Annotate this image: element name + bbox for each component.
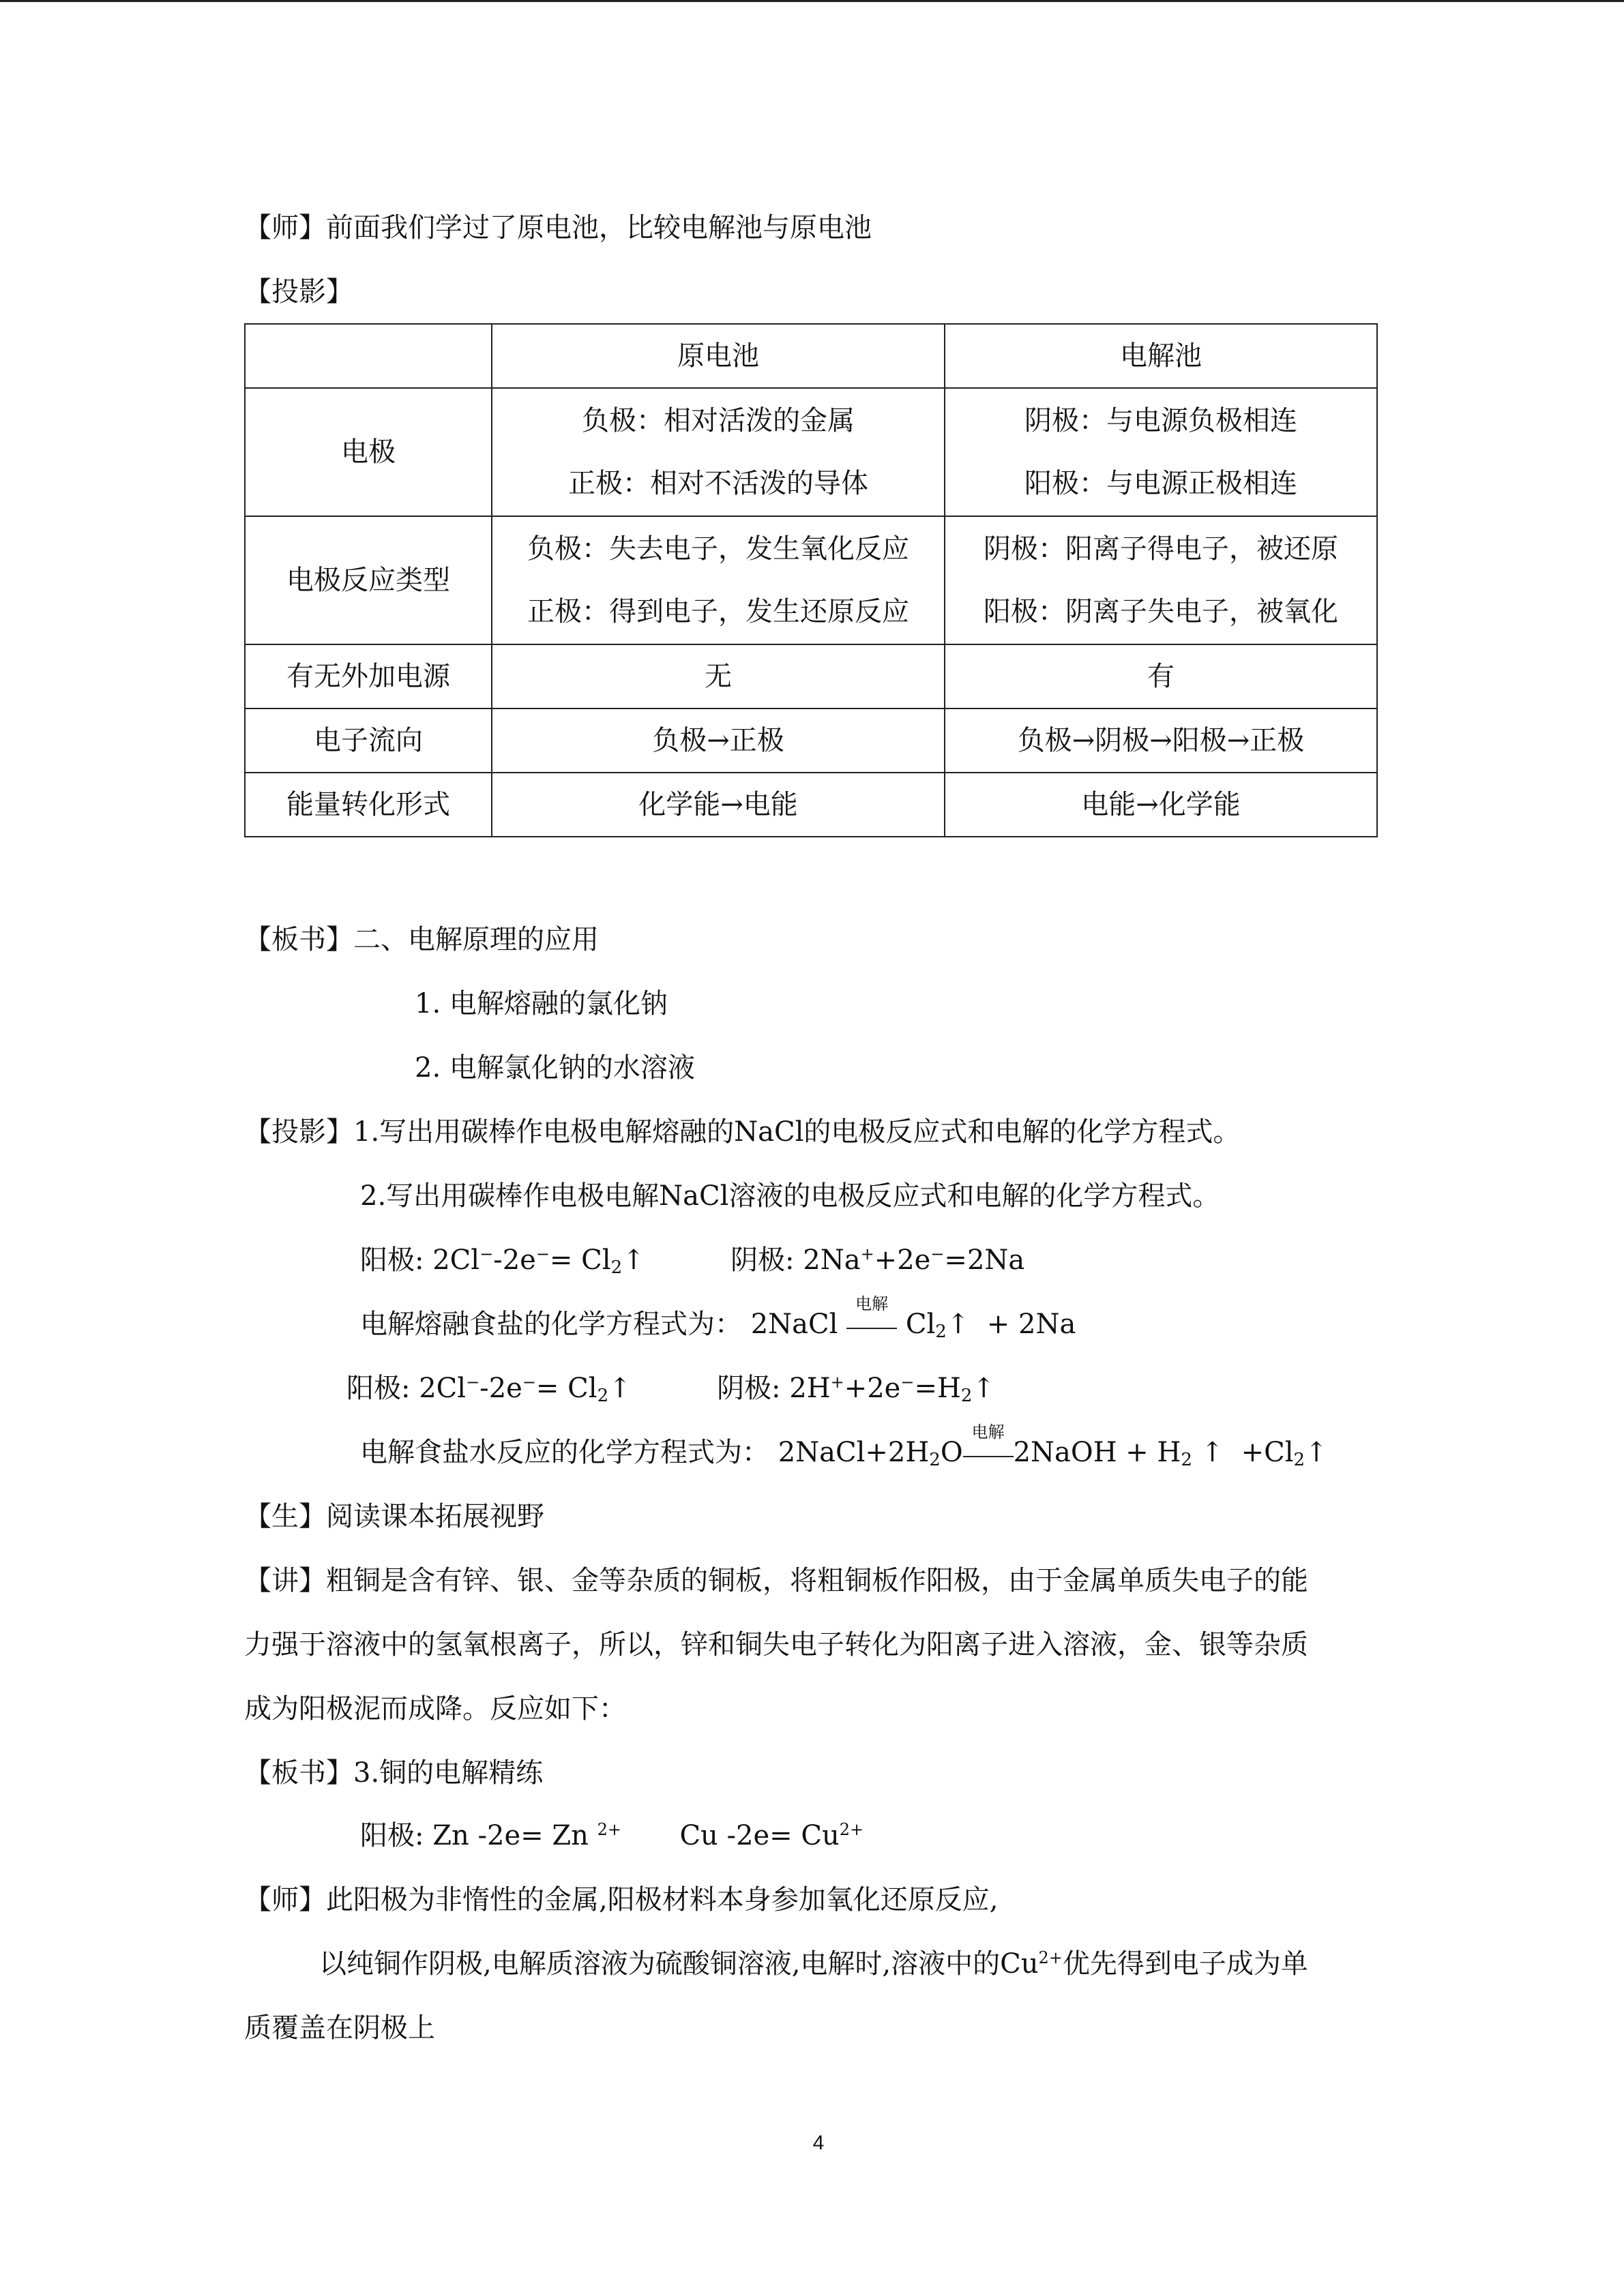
page-number: 4 <box>812 2132 825 2154</box>
primary-cell: 化学能→电能 <box>492 773 945 837</box>
table-header-empty <box>245 324 492 388</box>
electrolysis-arrow: 电解 <box>846 1305 897 1343</box>
brine-label: 电解食盐水反应的化学方程式为： <box>360 1437 769 1468</box>
cell-line: 正极：得到电子，发生还原反应 <box>527 596 909 627</box>
cell-line: 负极：失去电子，发生氧化反应 <box>527 533 909 565</box>
teacher2-line-3: 质覆盖在阴极上 <box>244 2012 435 2044</box>
anode-label: 阳极: <box>360 1244 424 1276</box>
melt-electrode-equations <box>360 1241 1024 1279</box>
teacher-intro-line: 【师】前面我们学过了原电池，比较电解池与原电池 <box>244 212 872 243</box>
brine-overall-equation <box>360 1422 1328 1472</box>
row-label: 电子流向 <box>245 709 492 773</box>
copper-ion: $Cu^{2+}$ <box>1000 1948 1063 1980</box>
lecture-line-3: 成为阳极泥而成降。反应如下： <box>244 1693 626 1725</box>
electrolytic-cell <box>945 516 1377 644</box>
table-header-row <box>245 324 1377 388</box>
comparison-table <box>244 323 1378 837</box>
table-row <box>245 773 1377 837</box>
row-label: 能量转化形式 <box>245 773 492 837</box>
primary-cell <box>492 516 945 644</box>
copper-anode-equations <box>360 1817 863 1855</box>
board2-heading: 【板书】3.铜的电解精练 <box>244 1757 544 1789</box>
primary-cell: 无 <box>492 644 945 709</box>
electrolytic-cell <box>945 388 1377 516</box>
brine-cathode-equation: $2H^++2e^-=H_2↑$ <box>789 1373 995 1406</box>
row-label: 有无外加电源 <box>245 644 492 709</box>
cathode-label: 阴极: <box>730 1244 795 1276</box>
anode-label: 阳极: <box>346 1373 411 1404</box>
board-heading: 【板书】二、电解原理的应用 <box>244 924 599 955</box>
student-line: 【生】阅读课本拓展视野 <box>244 1501 544 1532</box>
copper-oxidation: Cu $-2e= Cu^{2+}$ <box>679 1820 864 1851</box>
teacher2-line-2-post: 优先得到电子成为单 <box>1062 1948 1308 1980</box>
anode-label: 阳极: <box>360 1820 424 1851</box>
cell-line: 阴极：与电源负极相连 <box>1024 405 1297 436</box>
table-row <box>245 388 1377 516</box>
brine-formula: $2NaCl+2H_2O$ 电解 2NaOH + $H_2$ ↑ $+Cl_2↑$ <box>778 1422 1328 1470</box>
melt-label: 电解熔融食盐的化学方程式为： <box>360 1309 742 1340</box>
table-row <box>245 709 1377 773</box>
electrolytic-cell: 有 <box>945 644 1377 709</box>
table-row <box>245 516 1377 644</box>
brine-electrode-equations <box>346 1369 995 1407</box>
cathode-label: 阴极: <box>717 1373 781 1404</box>
table-header-primary-cell: 原电池 <box>492 324 945 388</box>
teacher2-line-1: 【师】此阳极为非惰性的金属,阳极材料本身参加氧化还原反应, <box>244 1884 999 1915</box>
electrolysis-arrow: 电解 <box>963 1433 1014 1472</box>
lecture-line-1: 【讲】粗铜是含有锌、银、金等杂质的铜板，将粗铜板作阳极，由于金属单质失电子的能 <box>244 1565 1308 1596</box>
melt-formula: 2NaCl 电解 $Cl_2↑ + 2Na$ <box>750 1294 1076 1342</box>
cell-line: 阳极：与电源正极相连 <box>1024 468 1297 499</box>
row-label: 电极反应类型 <box>245 516 492 644</box>
cell-line: 阳极：阴离子失电子，被氧化 <box>984 596 1338 627</box>
top-rule <box>0 0 1624 2</box>
melt-anode-equation: $2Cl^--2e^-= Cl_2↑$ <box>432 1244 645 1278</box>
table-row <box>245 644 1377 709</box>
board-item-2: 2. 电解氯化钠的水溶液 <box>415 1052 695 1084</box>
cell-line: 负极：相对活泼的金属 <box>582 405 855 436</box>
board-item-1: 1. 电解熔融的氯化钠 <box>415 988 668 1019</box>
teacher2-line-2-pre: 以纯铜作阴极,电解质溶液为硫酸铜溶液,电解时,溶液中的 <box>319 1948 1001 1980</box>
projection-label: 【投影】 <box>244 276 353 308</box>
zinc-oxidation: Zn -2e= Zn $^{2+}$ <box>432 1820 621 1851</box>
electrolytic-cell: 负极→阴极→阳极→正极 <box>945 709 1377 773</box>
projection-question-1: 【投影】1.写出用碳棒作电极电解熔融的NaCl的电极反应式和电解的化学方程式。 <box>244 1116 1241 1148</box>
electrolytic-cell: 电能→化学能 <box>945 773 1377 837</box>
teacher2-line-2 <box>319 1945 1308 1983</box>
brine-anode-equation: $2Cl^--2e^-= Cl_2↑$ <box>419 1373 632 1406</box>
primary-cell <box>492 388 945 516</box>
cell-line: 阴极：阳离子得电子，被还原 <box>984 533 1338 565</box>
cell-line: 正极：相对不活泼的导体 <box>568 468 868 499</box>
projection-question-2: 2.写出用碳棒作电极电解NaCl溶液的电极反应式和电解的化学方程式。 <box>360 1180 1220 1212</box>
primary-cell: 负极→正极 <box>492 709 945 773</box>
row-label: 电极 <box>245 388 492 516</box>
melt-cathode-equation: 2Na++2e−=2Na <box>803 1244 1025 1276</box>
lecture-line-2: 力强于溶液中的氢氧根离子，所以，锌和铜失电子转化为阳离子进入溶液，金、银等杂质 <box>244 1629 1308 1660</box>
table-header-electrolytic-cell: 电解池 <box>945 324 1377 388</box>
melt-overall-equation <box>360 1294 1076 1343</box>
